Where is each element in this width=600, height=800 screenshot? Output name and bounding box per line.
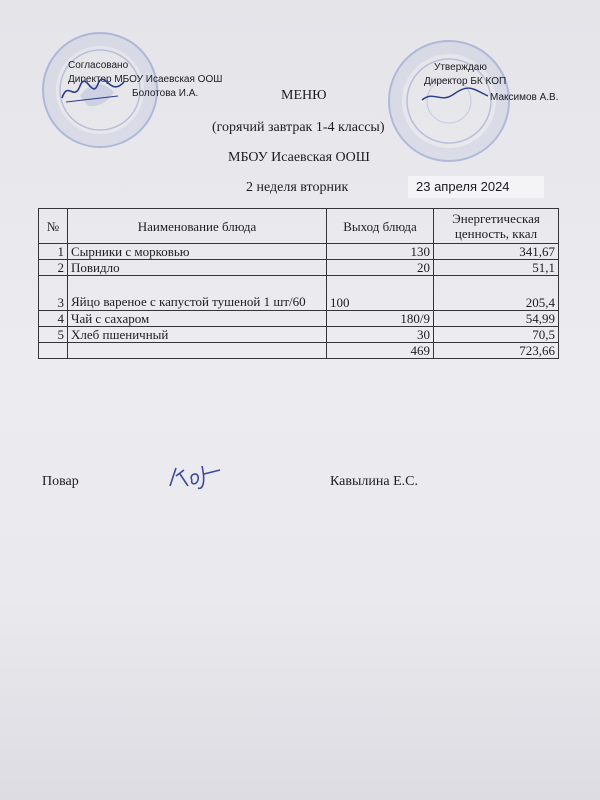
dish-name: Повидло xyxy=(68,260,327,276)
signature-left-icon xyxy=(58,76,130,106)
total-output: 469 xyxy=(327,343,434,359)
table-row xyxy=(39,260,559,276)
dish-energy: 70,5 xyxy=(434,327,559,343)
dish-output: 130 xyxy=(327,244,434,260)
table-row xyxy=(39,311,559,327)
school-name: МБОУ Исаевская ООШ xyxy=(228,150,370,165)
approval-left-label: Согласовано xyxy=(68,60,129,71)
dish-output: 100 xyxy=(327,276,434,311)
dish-name: Сырники с морковью xyxy=(68,244,327,260)
dish-output: 180/9 xyxy=(327,311,434,327)
row-number: 5 xyxy=(39,327,68,343)
menu-subtitle: (горячий завтрак 1-4 классы) xyxy=(212,120,385,135)
total-number-cell xyxy=(39,343,68,359)
approval-right-label: Утверждаю xyxy=(434,62,487,73)
dish-energy: 51,1 xyxy=(434,260,559,276)
approval-left-position: Директор МБОУ Исаевская ООШ xyxy=(68,74,223,85)
week-day: 2 неделя вторник xyxy=(246,180,349,195)
row-number: 3 xyxy=(39,276,68,311)
total-label-cell xyxy=(68,343,327,359)
dish-energy: 341,67 xyxy=(434,244,559,260)
table-row xyxy=(39,276,559,311)
column-header-output: Выход блюда xyxy=(327,209,434,244)
dish-output: 20 xyxy=(327,260,434,276)
row-number: 2 xyxy=(39,260,68,276)
dish-name: Хлеб пшеничный xyxy=(68,327,327,343)
row-number: 1 xyxy=(39,244,68,260)
menu-title: МЕНЮ xyxy=(281,88,327,103)
cook-name: Кавылина Е.С. xyxy=(330,474,418,489)
dish-name: Яйцо вареное с капустой тушеной 1 шт/60 xyxy=(68,276,327,311)
total-energy: 723,66 xyxy=(434,343,559,359)
dish-output: 30 xyxy=(327,327,434,343)
row-number: 4 xyxy=(39,311,68,327)
signature-right-icon xyxy=(420,84,490,106)
column-header-number: № xyxy=(39,209,68,244)
dish-name: Чай с сахаром xyxy=(68,311,327,327)
menu-date: 23 апреля 2024 xyxy=(408,176,544,198)
approval-left-name: Болотова И.А. xyxy=(132,88,199,99)
cook-signature-icon xyxy=(166,456,224,492)
dish-energy: 54,99 xyxy=(434,311,559,327)
approval-right-name: Максимов А.В. xyxy=(490,92,559,103)
column-header-dish: Наименование блюда xyxy=(68,209,327,244)
table-row xyxy=(39,244,559,260)
approval-right-position: Директор БК КОП xyxy=(424,76,507,87)
menu-table xyxy=(38,208,559,359)
column-header-energy: Энергетическая ценность, ккал xyxy=(434,209,559,244)
table-row xyxy=(39,327,559,343)
cook-role: Повар xyxy=(42,474,79,489)
dish-energy: 205,4 xyxy=(434,276,559,311)
total-row xyxy=(39,343,559,359)
table-header-row xyxy=(39,209,559,244)
